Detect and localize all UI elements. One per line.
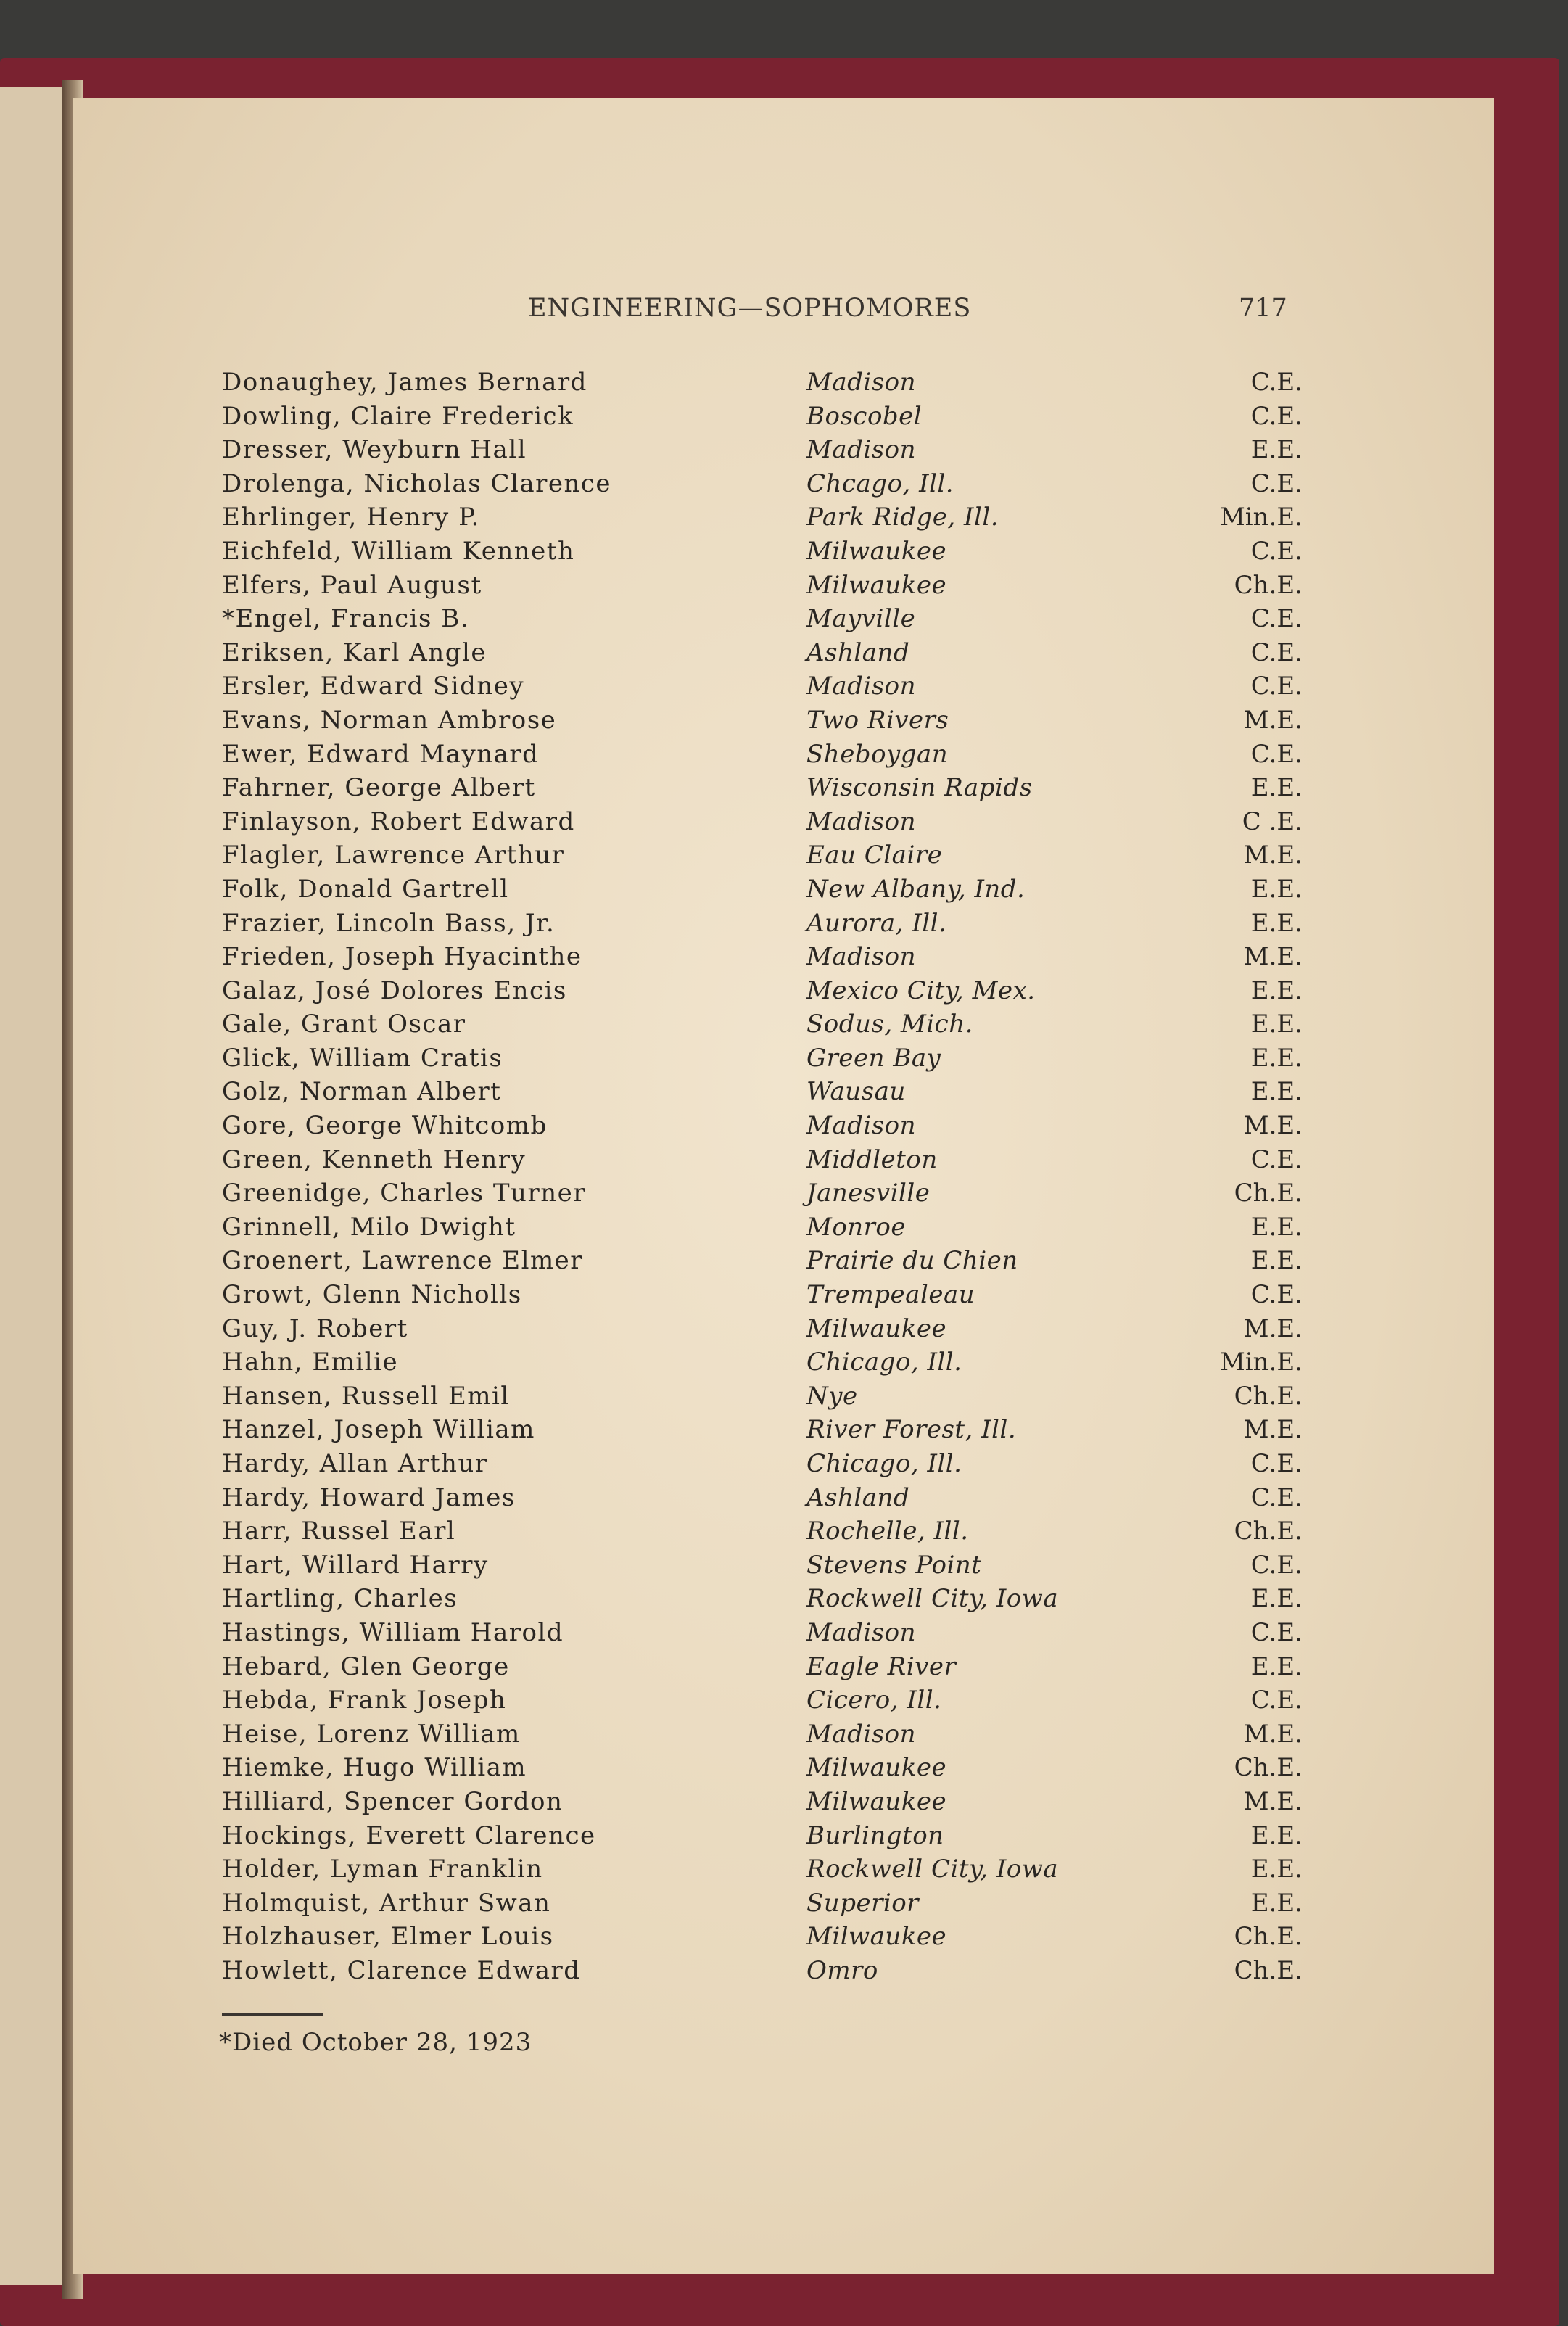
student-hometown: Eau Claire	[806, 841, 943, 870]
student-name: Frieden, Joseph Hyacinthe	[222, 942, 582, 972]
roster-row	[222, 1483, 1303, 1517]
student-course: E.E.	[1250, 773, 1303, 803]
student-course: C.E.	[1250, 1550, 1303, 1580]
student-hometown: Sodus, Mich.	[806, 1010, 973, 1039]
student-name: Hart, Willard Harry	[222, 1550, 489, 1580]
roster-row	[222, 1686, 1303, 1720]
roster-row	[222, 1956, 1303, 1990]
student-name: Ewer, Edward Maynard	[222, 739, 540, 769]
student-hometown: Milwaukee	[806, 1313, 947, 1343]
student-name: Guy, J. Robert	[222, 1313, 408, 1343]
student-hometown: Monroe	[806, 1212, 907, 1242]
student-course: C .E.	[1242, 807, 1303, 836]
student-course: C.E.	[1250, 638, 1303, 667]
roster-row	[222, 402, 1303, 436]
student-course: E.E.	[1250, 1212, 1303, 1242]
student-course: E.E.	[1250, 1855, 1303, 1884]
student-hometown: Madison	[806, 942, 917, 972]
student-name: Gore, George Whitcomb	[222, 1111, 548, 1141]
student-hometown: Madison	[806, 435, 917, 465]
student-course: M.E.	[1243, 841, 1303, 870]
student-name: Hansen, Russell Emil	[222, 1381, 510, 1411]
student-course: M.E.	[1243, 1111, 1303, 1141]
student-name: Hardy, Howard James	[222, 1482, 516, 1512]
student-name: Elfers, Paul August	[222, 570, 482, 600]
student-name: Fahrner, George Albert	[222, 773, 536, 803]
student-course: E.E.	[1250, 1043, 1303, 1073]
student-course: C.E.	[1250, 1145, 1303, 1174]
roster-row	[222, 672, 1303, 706]
student-hometown: Madison	[806, 1111, 917, 1141]
roster-row	[222, 571, 1303, 605]
student-hometown: Milwaukee	[806, 570, 947, 600]
student-name: Hockings, Everett Clarence	[222, 1820, 596, 1850]
student-name: Eichfeld, William Kenneth	[222, 536, 575, 566]
student-hometown: Janesville	[806, 1179, 931, 1208]
running-head	[0, 294, 1568, 330]
student-course: E.E.	[1250, 1077, 1303, 1107]
student-name: Holzhauser, Elmer Louis	[222, 1922, 554, 1952]
student-hometown: Chicago, Ill.	[806, 1449, 962, 1478]
student-hometown: Stevens Point	[806, 1550, 982, 1580]
student-hometown: Madison	[806, 807, 917, 836]
student-name: Heise, Lorenz William	[222, 1719, 521, 1749]
student-name: Holmquist, Arthur Swan	[222, 1888, 551, 1918]
roster-row	[222, 909, 1303, 943]
roster-row	[222, 1246, 1303, 1280]
student-name: Dresser, Weyburn Hall	[222, 435, 527, 465]
student-hometown: Two Rivers	[806, 705, 949, 735]
student-hometown: Park Ridge, Ill.	[806, 503, 999, 532]
roster-row	[222, 1314, 1303, 1348]
roster-row	[222, 1551, 1303, 1585]
student-hometown: Wausau	[806, 1077, 906, 1107]
student-hometown: Boscobel	[806, 401, 923, 431]
student-name: Hebda, Frank Joseph	[222, 1686, 507, 1715]
student-course: C.E.	[1250, 739, 1303, 769]
roster-row	[222, 435, 1303, 469]
student-hometown: Mayville	[806, 604, 916, 634]
student-course: Ch.E.	[1234, 1955, 1303, 1985]
student-hometown: Milwaukee	[806, 1786, 947, 1816]
student-name: Hahn, Emilie	[222, 1348, 399, 1377]
student-course: E.E.	[1250, 1888, 1303, 1918]
student-course: E.E.	[1250, 1584, 1303, 1614]
student-course: M.E.	[1243, 1313, 1303, 1343]
student-hometown: New Albany, Ind.	[806, 874, 1026, 904]
student-name: Holder, Lyman Franklin	[222, 1855, 543, 1884]
student-name: Hardy, Allan Arthur	[222, 1449, 488, 1478]
roster-row	[222, 503, 1303, 537]
student-name: Drolenga, Nicholas Clarence	[222, 469, 612, 498]
roster-row	[222, 1517, 1303, 1551]
student-course: M.E.	[1243, 942, 1303, 972]
student-hometown: Burlington	[806, 1820, 944, 1850]
student-name: Eriksen, Karl Angle	[222, 638, 487, 667]
student-hometown: Milwaukee	[806, 536, 947, 566]
student-hometown: Prairie du Chien	[806, 1246, 1018, 1276]
student-name: Howlett, Clarence Edward	[222, 1955, 581, 1985]
roster-row	[222, 942, 1303, 976]
student-course: E.E.	[1250, 1010, 1303, 1039]
student-roster	[222, 368, 1303, 1990]
student-name: *Engel, Francis B.	[222, 604, 470, 634]
roster-row	[222, 1584, 1303, 1618]
student-name: Hebard, Glen George	[222, 1651, 510, 1681]
roster-row	[222, 1787, 1303, 1821]
footnote: *Died October 28, 1923	[219, 2028, 532, 2057]
roster-row	[222, 807, 1303, 841]
student-name: Ehrlinger, Henry P.	[222, 503, 480, 532]
student-hometown: Rochelle, Ill.	[806, 1517, 969, 1546]
student-course: E.E.	[1250, 908, 1303, 938]
roster-row	[222, 1213, 1303, 1247]
roster-row	[222, 1720, 1303, 1754]
student-course: E.E.	[1250, 1820, 1303, 1850]
student-course: E.E.	[1250, 435, 1303, 465]
student-hometown: Nye	[806, 1381, 858, 1411]
roster-row	[222, 875, 1303, 909]
student-hometown: Green Bay	[806, 1043, 941, 1073]
student-name: Growt, Glenn Nicholls	[222, 1280, 522, 1310]
student-name: Grinnell, Milo Dwight	[222, 1212, 516, 1242]
student-course: E.E.	[1250, 1651, 1303, 1681]
student-course: C.E.	[1250, 1482, 1303, 1512]
roster-row	[222, 976, 1303, 1010]
roster-row	[222, 604, 1303, 638]
student-hometown: Aurora, Ill.	[806, 908, 947, 938]
student-name: Green, Kenneth Henry	[222, 1145, 527, 1174]
student-name: Donaughey, James Bernard	[222, 368, 587, 397]
page-title: ENGINEERING—SOPHOMORES	[528, 294, 972, 323]
student-hometown: Ashland	[806, 1482, 910, 1512]
student-hometown: Superior	[806, 1888, 919, 1918]
footnote-rule	[222, 2013, 323, 2016]
roster-row	[222, 537, 1303, 571]
student-course: C.E.	[1250, 1280, 1303, 1310]
roster-row	[222, 706, 1303, 740]
student-name: Hilliard, Spencer Gordon	[222, 1786, 564, 1816]
student-course: C.E.	[1250, 401, 1303, 431]
student-name: Dowling, Claire Frederick	[222, 401, 574, 431]
roster-row	[222, 1044, 1303, 1078]
student-hometown: Sheboygan	[806, 739, 949, 769]
student-hometown: River Forest, Ill.	[806, 1415, 1017, 1445]
roster-row	[222, 740, 1303, 774]
student-course: C.E.	[1250, 536, 1303, 566]
student-course: E.E.	[1250, 976, 1303, 1005]
student-name: Galaz, José Dolores Encis	[222, 976, 567, 1005]
student-name: Hartling, Charles	[222, 1584, 458, 1614]
student-course: Ch.E.	[1234, 1753, 1303, 1783]
roster-row	[222, 1618, 1303, 1652]
roster-row	[222, 368, 1303, 402]
facing-page-edge	[0, 87, 69, 2285]
student-hometown: Eagle River	[806, 1651, 957, 1681]
student-course: M.E.	[1243, 705, 1303, 735]
roster-row	[222, 1821, 1303, 1855]
roster-row	[222, 469, 1303, 503]
roster-row	[222, 1077, 1303, 1111]
roster-row	[222, 1449, 1303, 1483]
student-course: C.E.	[1250, 672, 1303, 701]
roster-row	[222, 1753, 1303, 1787]
student-hometown: Rockwell City, Iowa	[806, 1855, 1059, 1884]
roster-row	[222, 1382, 1303, 1416]
roster-row	[222, 773, 1303, 807]
student-hometown: Milwaukee	[806, 1922, 947, 1952]
student-course: Ch.E.	[1234, 1922, 1303, 1952]
student-hometown: Omro	[806, 1955, 878, 1985]
student-course: C.E.	[1250, 368, 1303, 397]
student-name: Hastings, William Harold	[222, 1617, 564, 1647]
student-course: E.E.	[1250, 1246, 1303, 1276]
student-course: C.E.	[1250, 469, 1303, 498]
student-course: Min.E.	[1219, 503, 1303, 532]
student-name: Hanzel, Joseph William	[222, 1415, 535, 1445]
student-course: C.E.	[1250, 1686, 1303, 1715]
student-course: M.E.	[1243, 1719, 1303, 1749]
student-hometown: Cicero, Ill.	[806, 1686, 942, 1715]
roster-row	[222, 1348, 1303, 1382]
student-name: Folk, Donald Gartrell	[222, 874, 509, 904]
roster-row	[222, 1280, 1303, 1314]
student-course: Ch.E.	[1234, 1381, 1303, 1411]
student-course: Ch.E.	[1234, 570, 1303, 600]
student-name: Glick, William Cratis	[222, 1043, 503, 1073]
roster-row	[222, 841, 1303, 875]
student-name: Gale, Grant Oscar	[222, 1010, 466, 1039]
roster-row	[222, 1652, 1303, 1686]
student-name: Finlayson, Robert Edward	[222, 807, 575, 836]
roster-row	[222, 1855, 1303, 1889]
roster-row	[222, 1111, 1303, 1145]
student-hometown: Wisconsin Rapids	[806, 773, 1033, 803]
student-course: M.E.	[1243, 1415, 1303, 1445]
student-name: Ersler, Edward Sidney	[222, 672, 525, 701]
student-hometown: Trempealeau	[806, 1280, 975, 1310]
student-course: Ch.E.	[1234, 1517, 1303, 1546]
student-name: Golz, Norman Albert	[222, 1077, 502, 1107]
roster-row	[222, 1010, 1303, 1044]
student-name: Harr, Russel Earl	[222, 1517, 456, 1546]
student-hometown: Madison	[806, 1617, 917, 1647]
student-hometown: Mexico City, Mex.	[806, 976, 1036, 1005]
student-course: Min.E.	[1219, 1348, 1303, 1377]
roster-row	[222, 638, 1303, 672]
student-hometown: Chicago, Ill.	[806, 1348, 962, 1377]
student-hometown: Rockwell City, Iowa	[806, 1584, 1059, 1614]
student-name: Flagler, Lawrence Arthur	[222, 841, 565, 870]
student-name: Evans, Norman Ambrose	[222, 705, 557, 735]
student-hometown: Madison	[806, 368, 917, 397]
student-course: C.E.	[1250, 1617, 1303, 1647]
student-name: Frazier, Lincoln Bass, Jr.	[222, 908, 556, 938]
student-hometown: Madison	[806, 1719, 917, 1749]
student-course: M.E.	[1243, 1786, 1303, 1816]
student-hometown: Ashland	[806, 638, 910, 667]
roster-row	[222, 1179, 1303, 1213]
student-hometown: Milwaukee	[806, 1753, 947, 1783]
student-hometown: Madison	[806, 672, 917, 701]
student-name: Hiemke, Hugo William	[222, 1753, 527, 1783]
student-name: Greenidge, Charles Turner	[222, 1179, 586, 1208]
student-course: C.E.	[1250, 604, 1303, 634]
student-name: Groenert, Lawrence Elmer	[222, 1246, 584, 1276]
roster-row	[222, 1922, 1303, 1956]
roster-row	[222, 1889, 1303, 1923]
roster-row	[222, 1145, 1303, 1179]
student-course: C.E.	[1250, 1449, 1303, 1478]
student-hometown: Middleton	[806, 1145, 938, 1174]
page-number: 717	[1239, 294, 1287, 323]
student-hometown: Chcago, Ill.	[806, 469, 954, 498]
roster-row	[222, 1415, 1303, 1449]
student-course: Ch.E.	[1234, 1179, 1303, 1208]
student-course: E.E.	[1250, 874, 1303, 904]
